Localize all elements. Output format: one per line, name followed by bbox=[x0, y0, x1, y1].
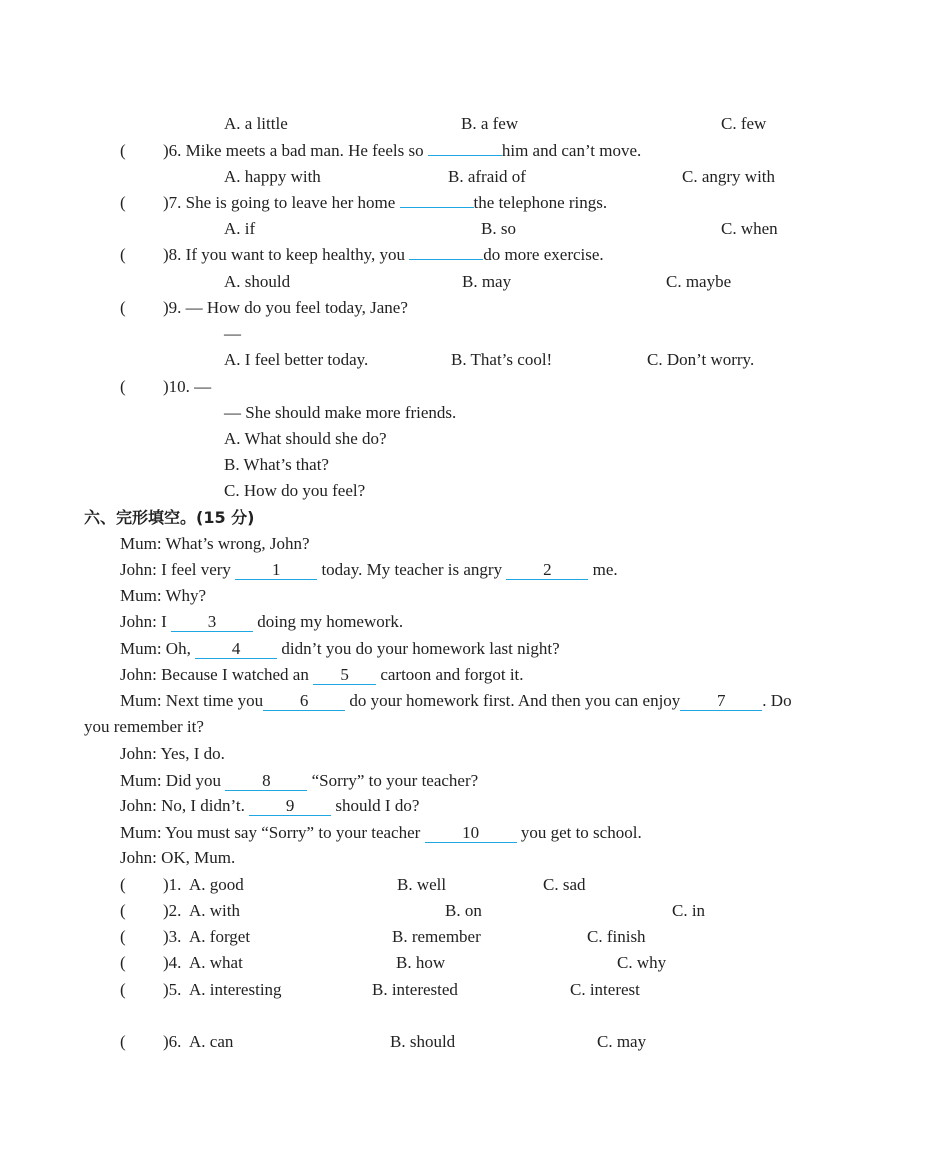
dialogue-text: John: I feel very bbox=[120, 560, 231, 579]
q9-option-b: B. That’s cool! bbox=[451, 350, 553, 369]
dialogue-line-4 bbox=[120, 612, 403, 632]
q8-option-a: A. should bbox=[224, 272, 291, 291]
cloze-1-paren: ( bbox=[120, 875, 126, 894]
q9-option-a: A. I feel better today. bbox=[224, 350, 369, 369]
cloze-5-number: )5. bbox=[163, 980, 182, 999]
q7-text-post: the telephone rings. bbox=[473, 193, 608, 212]
q8-text-pre: If you want to keep healthy, you bbox=[185, 245, 406, 264]
dialogue-line-1: Mum: What’s wrong, John? bbox=[120, 534, 310, 553]
q8-option-c: C. maybe bbox=[666, 272, 732, 291]
cloze-blank-3[interactable]: 3 bbox=[171, 613, 253, 632]
cloze-4-option-a: A. what bbox=[189, 953, 243, 972]
dialogue-line-7 bbox=[120, 691, 792, 711]
q8-option-b: B. may bbox=[462, 272, 512, 291]
dialogue-text: didn’t you do your homework last night? bbox=[281, 639, 560, 658]
cloze-blank-8[interactable]: 8 bbox=[225, 772, 307, 791]
cloze-2-option-c: C. in bbox=[672, 901, 706, 920]
q7-text-pre: She is going to leave her home bbox=[185, 193, 396, 212]
q10-option-a: A. What should she do? bbox=[224, 429, 387, 448]
dialogue-line-3: Mum: Why? bbox=[120, 586, 207, 605]
q6-text-pre: Mike meets a bad man. He feels so bbox=[185, 141, 424, 160]
cloze-2-number: )2. bbox=[163, 901, 182, 920]
q5-option-b: B. a few bbox=[461, 114, 519, 133]
dialogue-line-11 bbox=[120, 823, 642, 843]
cloze-blank-1[interactable]: 1 bbox=[235, 561, 317, 580]
q10-reply: — She should make more friends. bbox=[224, 403, 457, 422]
q9-option-c: C. Don’t worry. bbox=[647, 350, 755, 369]
cloze-1-option-c: C. sad bbox=[543, 875, 586, 894]
section-6-title: 六、完形填空。(15 分) bbox=[84, 508, 255, 527]
q9-number: )9. bbox=[163, 298, 182, 317]
q7-option-a: A. if bbox=[224, 219, 256, 238]
dialogue-line-5 bbox=[120, 639, 560, 659]
cloze-4-paren: ( bbox=[120, 953, 126, 972]
cloze-4-option-c: C. why bbox=[617, 953, 667, 972]
cloze-1-option-b: B. well bbox=[397, 875, 447, 894]
q6-text-post: him and can’t move. bbox=[501, 141, 642, 160]
q8-paren: ( bbox=[120, 245, 126, 264]
cloze-6-paren: ( bbox=[120, 1032, 126, 1051]
dialogue-text: you get to school. bbox=[520, 823, 642, 842]
dialogue-text: John: Because I watched an bbox=[120, 665, 309, 684]
q7-option-c: C. when bbox=[721, 219, 778, 238]
cloze-3-option-b: B. remember bbox=[392, 927, 481, 946]
cloze-6-option-b: B. should bbox=[390, 1032, 456, 1051]
q8-question bbox=[163, 245, 604, 265]
q9-text: — How do you feel today, Jane? bbox=[185, 298, 408, 317]
cloze-3-option-c: C. finish bbox=[587, 927, 646, 946]
q5-option-a: A. a little bbox=[224, 114, 288, 133]
cloze-2-option-a: A. with bbox=[189, 901, 240, 920]
dialogue-line-12: John: OK, Mum. bbox=[120, 848, 236, 867]
q8-text-post: do more exercise. bbox=[483, 245, 604, 264]
dialogue-text: . Do bbox=[762, 691, 792, 710]
dialogue-line-8: John: Yes, I do. bbox=[120, 744, 225, 763]
q6-paren: ( bbox=[120, 141, 126, 160]
cloze-3-option-a: A. forget bbox=[189, 927, 251, 946]
cloze-blank-10[interactable]: 10 bbox=[425, 824, 517, 843]
dialogue-text: Mum: Oh, bbox=[120, 639, 191, 658]
dialogue-line-6 bbox=[120, 665, 524, 685]
q7-paren: ( bbox=[120, 193, 126, 212]
dialogue-text: “Sorry” to your teacher? bbox=[311, 771, 479, 790]
q7-question bbox=[163, 193, 607, 213]
dialogue-text: Mum: Did you bbox=[120, 771, 222, 790]
q9-question bbox=[163, 298, 408, 318]
q8-blank[interactable] bbox=[409, 259, 483, 260]
dialogue-text: me. bbox=[592, 560, 618, 579]
cloze-2-paren: ( bbox=[120, 901, 126, 920]
dialogue-text: today. My teacher is angry bbox=[321, 560, 503, 579]
q6-question bbox=[163, 141, 641, 161]
q6-option-b: B. afraid of bbox=[448, 167, 526, 186]
q10-option-b: B. What’s that? bbox=[224, 455, 329, 474]
q10-number: )10. — bbox=[163, 377, 212, 396]
dialogue-text: doing my homework. bbox=[257, 612, 404, 631]
q7-number: )7. bbox=[163, 193, 182, 212]
q5-option-c: C. few bbox=[721, 114, 767, 133]
cloze-blank-6[interactable]: 6 bbox=[263, 692, 345, 711]
cloze-1-number: )1. bbox=[163, 875, 182, 894]
dialogue-line-2 bbox=[120, 560, 618, 580]
dialogue-text: Mum: Next time you bbox=[120, 691, 264, 710]
q9-paren: ( bbox=[120, 298, 126, 317]
q6-option-c: C. angry with bbox=[682, 167, 776, 186]
cloze-5-option-a: A. interesting bbox=[189, 980, 282, 999]
cloze-blank-9[interactable]: 9 bbox=[249, 797, 331, 816]
dialogue-text: John: No, I didn’t. bbox=[120, 796, 245, 815]
cloze-6-number: )6. bbox=[163, 1032, 182, 1051]
dialogue-text: do your homework first. And then you can enjoy bbox=[349, 691, 681, 710]
dialogue-line-7-cont: you remember it? bbox=[84, 717, 204, 736]
q9-reply-dash: — bbox=[224, 324, 241, 343]
q7-option-b: B. so bbox=[481, 219, 516, 238]
dialogue-line-9 bbox=[120, 771, 478, 791]
q10-paren: ( bbox=[120, 377, 126, 396]
cloze-4-option-b: B. how bbox=[396, 953, 446, 972]
cloze-blank-7[interactable]: 7 bbox=[680, 692, 762, 711]
cloze-6-option-c: C. may bbox=[597, 1032, 647, 1051]
q10-option-c: C. How do you feel? bbox=[224, 481, 366, 500]
q6-blank[interactable] bbox=[428, 155, 502, 156]
dialogue-text: should I do? bbox=[335, 796, 420, 815]
cloze-blank-2[interactable]: 2 bbox=[506, 561, 588, 580]
cloze-3-paren: ( bbox=[120, 927, 126, 946]
dialogue-text: cartoon and forgot it. bbox=[380, 665, 524, 684]
q7-blank[interactable] bbox=[400, 207, 474, 208]
dialogue-line-10 bbox=[120, 796, 419, 816]
q6-number: )6. bbox=[163, 141, 182, 160]
cloze-6-option-a: A. can bbox=[189, 1032, 234, 1051]
q6-option-a: A. happy with bbox=[224, 167, 321, 186]
cloze-5-paren: ( bbox=[120, 980, 126, 999]
cloze-3-number: )3. bbox=[163, 927, 182, 946]
q8-number: )8. bbox=[163, 245, 182, 264]
cloze-1-option-a: A. good bbox=[189, 875, 244, 894]
cloze-2-option-b: B. on bbox=[445, 901, 482, 920]
cloze-blank-5[interactable]: 5 bbox=[313, 666, 376, 685]
cloze-4-number: )4. bbox=[163, 953, 182, 972]
cloze-blank-4[interactable]: 4 bbox=[195, 640, 277, 659]
dialogue-text: John: I bbox=[120, 612, 167, 631]
cloze-5-option-b: B. interested bbox=[372, 980, 458, 999]
dialogue-text: Mum: You must say “Sorry” to your teacher bbox=[120, 823, 421, 842]
cloze-5-option-c: C. interest bbox=[570, 980, 640, 999]
